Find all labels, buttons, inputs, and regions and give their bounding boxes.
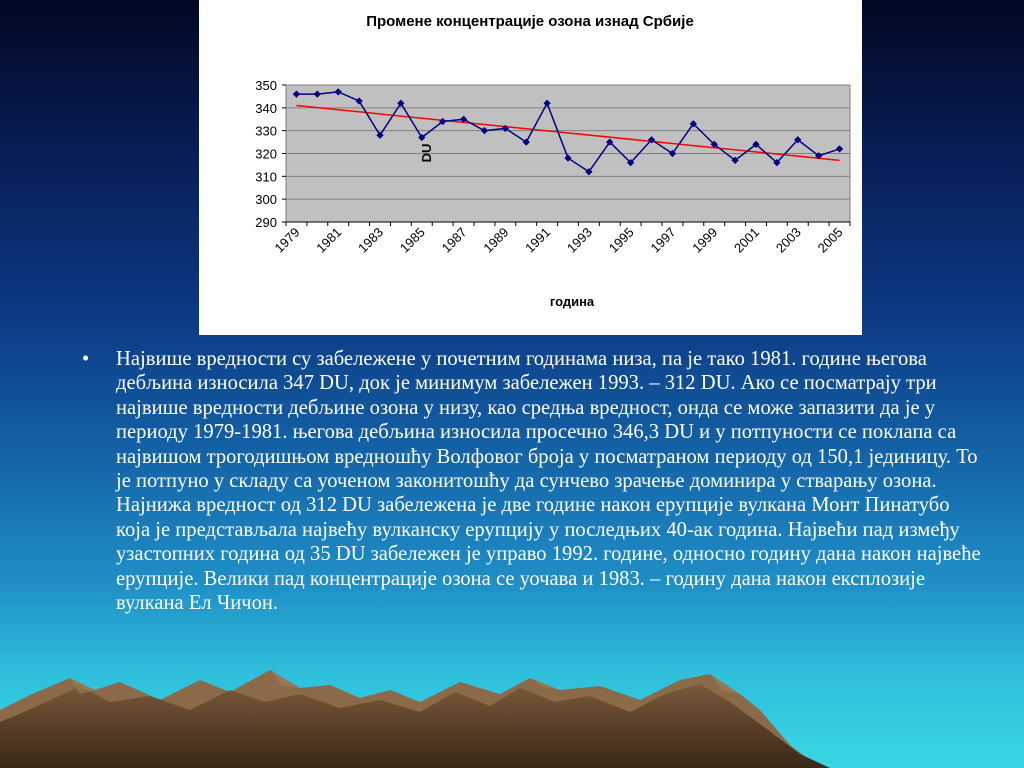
y-tick-label-330: 330 bbox=[255, 123, 277, 139]
x-tick-label-1991: 1991 bbox=[522, 224, 554, 256]
x-axis-ticks bbox=[272, 222, 850, 256]
x-tick-label-1981: 1981 bbox=[313, 224, 345, 256]
y-axis-label: DU bbox=[419, 143, 434, 163]
x-tick-label-1985: 1985 bbox=[396, 224, 428, 256]
x-tick-label-2005: 2005 bbox=[814, 224, 846, 256]
x-tick-label-1983: 1983 bbox=[355, 224, 387, 256]
ozone-line-chart bbox=[199, 0, 862, 335]
y-tick-label-320: 320 bbox=[255, 146, 277, 162]
y-tick-label-310: 310 bbox=[255, 169, 277, 185]
body-text bbox=[68, 347, 988, 615]
y-tick-label-350: 350 bbox=[255, 78, 277, 93]
x-tick-label-1989: 1989 bbox=[480, 224, 512, 256]
y-tick-label-290: 290 bbox=[255, 215, 277, 230]
ozone-description-paragraph: Највише вредности су забележене у почетним годинама низа, па је тако 1981. године његова дебљина износила 347 DU, док је минимум забележен 1993. – 312 DU. Ако се посматрају три највише вредности дебљине озона у низу, као средња вредност, онда се може запазити да је у периоду 1979-1981. његова дебљина износила просечно 346,3 DU и у потпуности се поклапа са највишом трогодишњом вредношћу Волфовог броја у посматраном периоду од 150,1 јединицу. То је потпуно у складу са уоченом законитошћу да сунчево зрачење доминира у стварању озона. Најнижа вредност од 312 DU забележена је две године након ерупције вулкана Монт Пинатубо која је представљала највећу вулканску ерупцију у последњих 40-ак година. Највећи пад између узастопних година од 35 DU забележен је управо 1992. године, односно годину дана након највеће ерупције. Велики пад концентрације озона се уочава и 1983. – годину дана након експлозије вулкана Ел Чичон. bbox=[116, 348, 981, 615]
x-tick-label-1995: 1995 bbox=[605, 224, 637, 256]
mountain-landscape bbox=[0, 650, 1024, 768]
x-axis-label: година bbox=[549, 294, 595, 309]
mountain-highlight bbox=[70, 670, 740, 694]
x-tick-label-2001: 2001 bbox=[731, 224, 763, 256]
bullet-marker: • bbox=[82, 348, 90, 370]
y-axis-ticks bbox=[255, 78, 286, 230]
chart-title: Промене концентрације озона изнад Србије bbox=[366, 13, 694, 30]
x-tick-label-1979: 1979 bbox=[271, 224, 303, 256]
ozone-chart-panel bbox=[199, 0, 862, 335]
x-tick-label-2003: 2003 bbox=[772, 224, 804, 256]
y-tick-label-340: 340 bbox=[255, 100, 277, 116]
x-tick-label-1993: 1993 bbox=[563, 224, 596, 256]
x-tick-label-1987: 1987 bbox=[438, 224, 470, 256]
x-tick-label-1997: 1997 bbox=[647, 224, 679, 256]
y-tick-label-300: 300 bbox=[255, 192, 277, 208]
x-tick-label-1999: 1999 bbox=[689, 224, 721, 256]
